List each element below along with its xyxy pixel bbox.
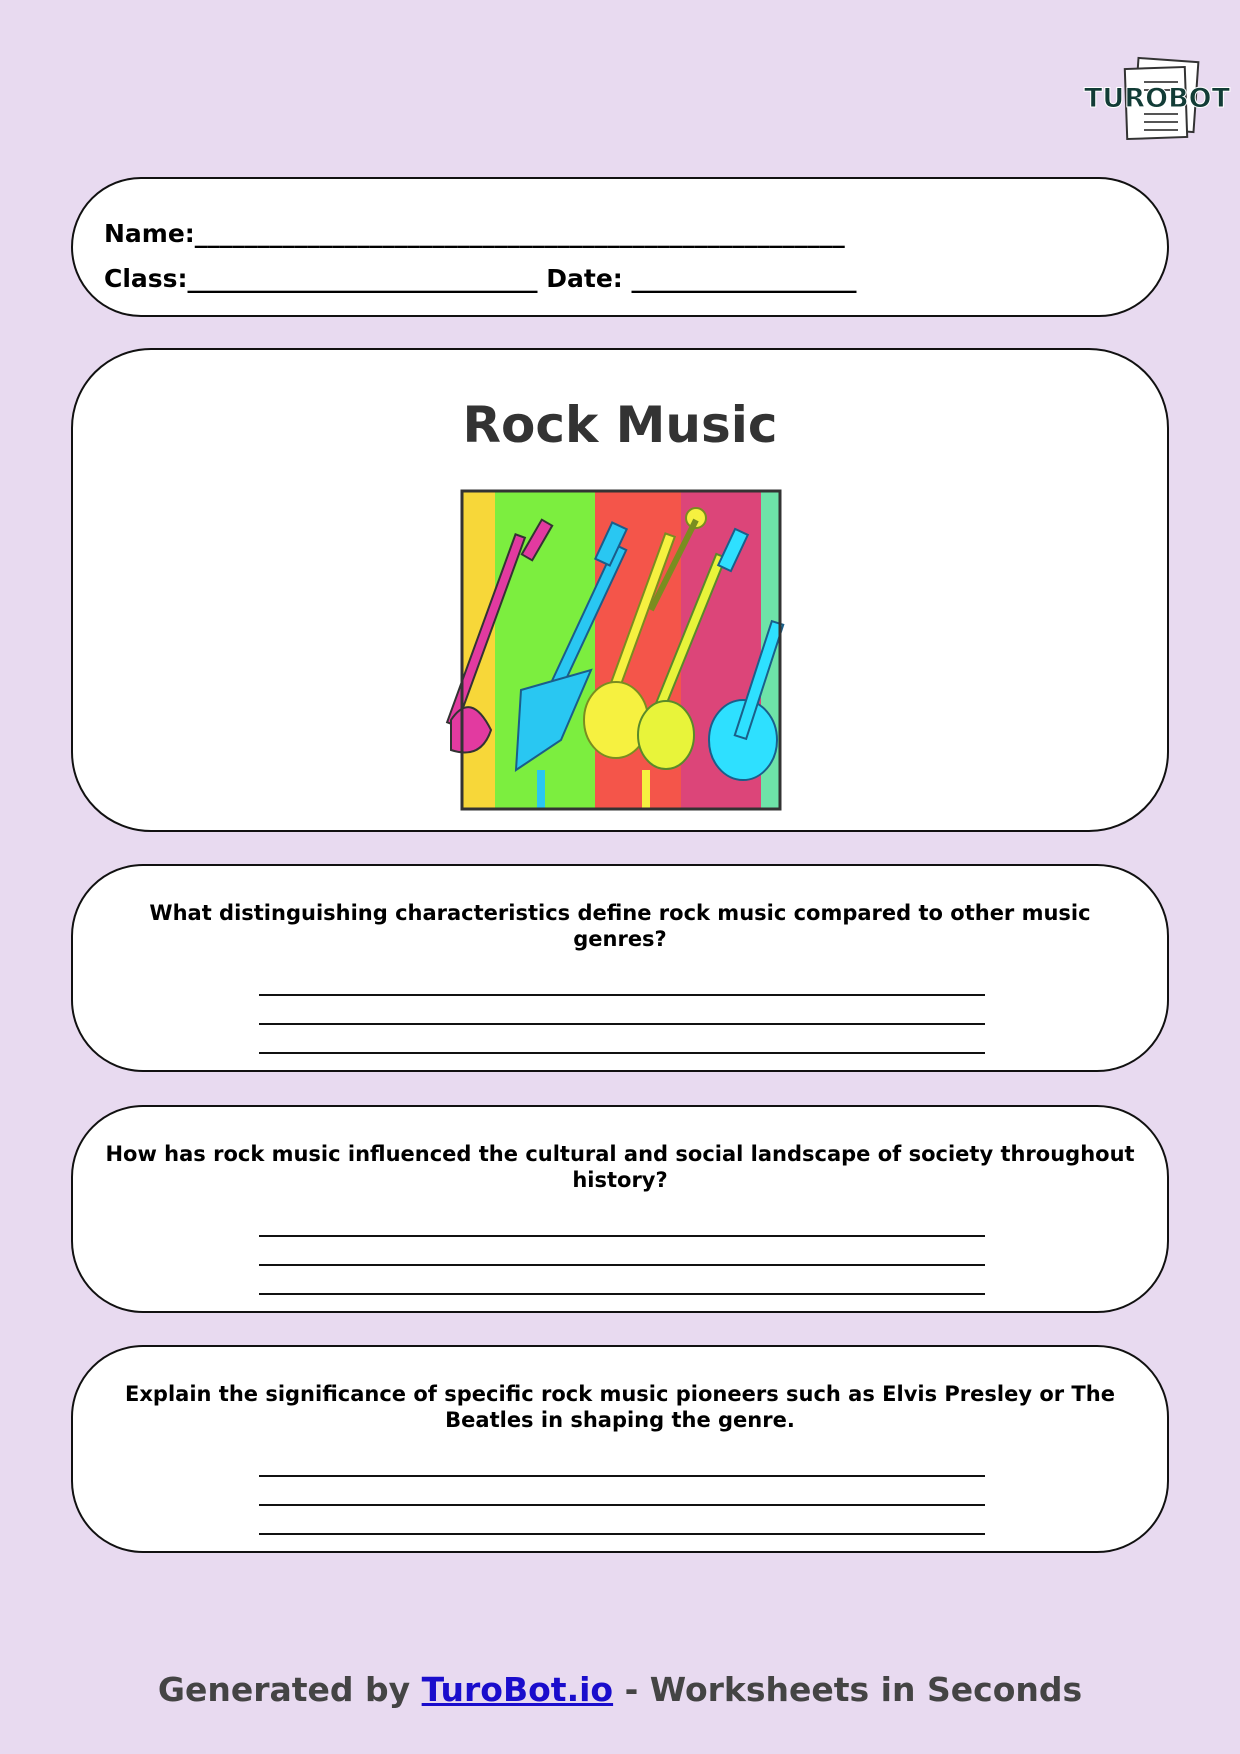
question-card-1	[71, 864, 1169, 1072]
student-info-card	[71, 177, 1169, 317]
turobot-logo	[1078, 52, 1231, 144]
question-text-3: Explain the significance of specific rock music pioneers such as Elvis Presley or The Beatles in shaping the genre.	[125, 1382, 1115, 1432]
footer-suffix: - Worksheets in Seconds	[613, 1670, 1083, 1709]
question-card-3	[71, 1345, 1169, 1553]
electric-guitars-illustration	[461, 490, 781, 810]
answer-line[interactable]	[259, 1475, 985, 1477]
answer-line[interactable]	[259, 1052, 985, 1054]
question-card-2	[71, 1105, 1169, 1313]
title-card	[71, 348, 1169, 832]
answer-line[interactable]	[259, 1264, 985, 1266]
answer-line[interactable]	[259, 1023, 985, 1025]
footer	[0, 1670, 1240, 1709]
footer-prefix: Generated by	[157, 1670, 422, 1709]
answer-line[interactable]	[259, 1235, 985, 1237]
answer-line[interactable]	[259, 1293, 985, 1295]
question-text-2: How has rock music influenced the cultural and social landscape of society throughout history?	[105, 1142, 1135, 1192]
answer-line[interactable]	[259, 1533, 985, 1535]
answer-line[interactable]	[259, 994, 985, 996]
date-label: Date:	[546, 264, 623, 293]
class-label: Class:	[104, 264, 188, 293]
turobot-link[interactable]: TuroBot.io	[421, 1670, 614, 1709]
answer-line[interactable]	[259, 1504, 985, 1506]
class-date-line[interactable]: Class:____________________________ Date: __________________	[104, 264, 857, 293]
question-text-1: What distinguishing characteristics define rock music compared to other music genres?	[149, 901, 1091, 951]
logo-text: TUROBOT	[1084, 83, 1231, 114]
page-title: Rock Music	[462, 396, 778, 454]
name-label: Name:	[104, 219, 195, 248]
name-line[interactable]: Name:____________________________________________________	[104, 219, 845, 248]
